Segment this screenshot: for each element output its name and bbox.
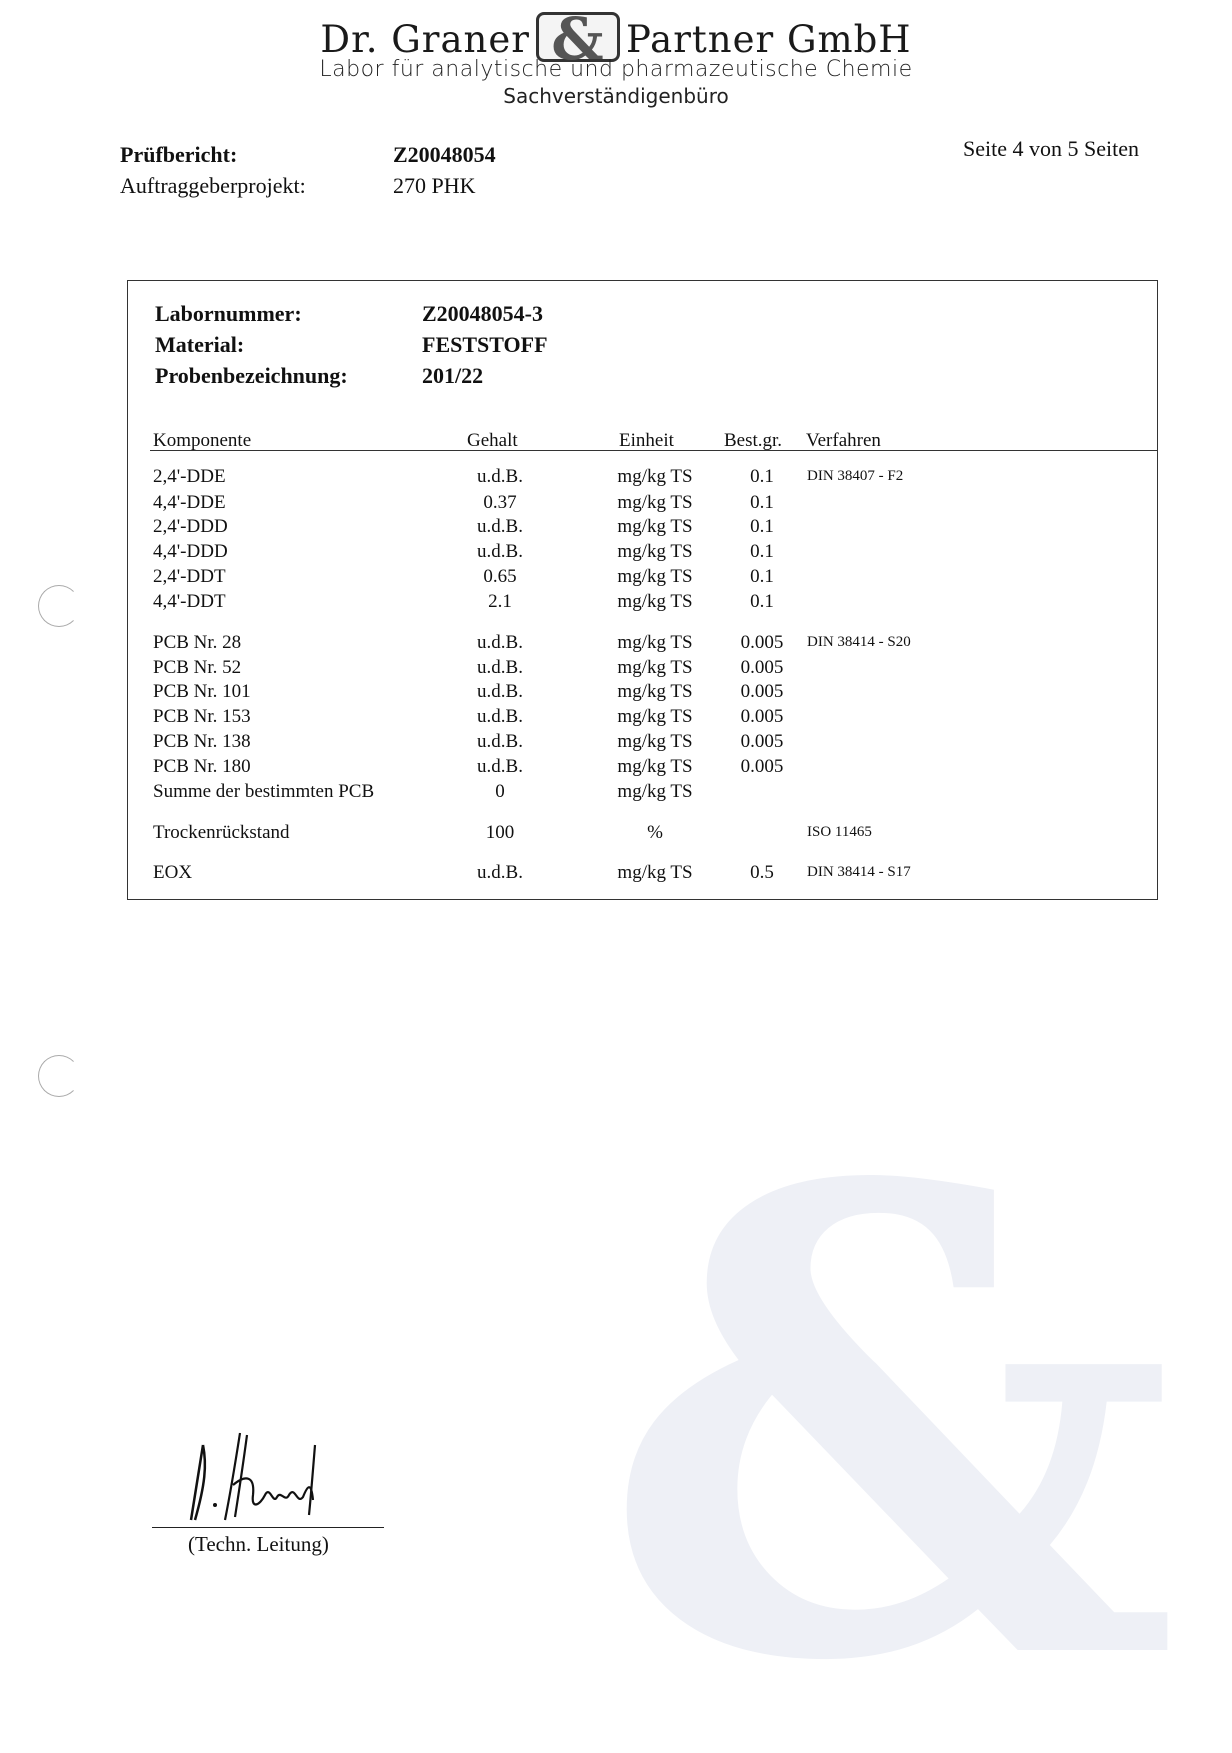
cell-component: 2,4'-DDT bbox=[153, 566, 226, 587]
cell-limit: 0.1 bbox=[750, 492, 774, 513]
project-number: 270 PHK bbox=[393, 173, 476, 198]
cell-component: Summe der bestimmten PCB bbox=[153, 781, 375, 802]
report-label: Prüfbericht: bbox=[120, 142, 238, 167]
col-header-limit: Best.gr. bbox=[724, 430, 783, 451]
cell-component: EOX bbox=[153, 862, 193, 883]
punch-hole-mark bbox=[38, 585, 80, 627]
cell-unit: mg/kg TS bbox=[617, 566, 693, 587]
cell-component: 4,4'-DDE bbox=[153, 492, 226, 513]
company-subtitle: Labor für analytische und pharmazeutische Chemie bbox=[319, 57, 913, 82]
cell-limit: 0.1 bbox=[750, 591, 774, 612]
cell-content: u.d.B. bbox=[477, 862, 523, 883]
lab-number-label: Labornummer: bbox=[155, 301, 302, 326]
cell-limit: 0.1 bbox=[750, 466, 774, 487]
table-row bbox=[0, 731, 1232, 755]
cell-content: 0 bbox=[495, 781, 505, 802]
cell-unit: mg/kg TS bbox=[617, 516, 693, 537]
designation-label: Probenbezeichnung: bbox=[155, 363, 348, 388]
cell-component: PCB Nr. 153 bbox=[153, 706, 251, 727]
cell-limit: 0.1 bbox=[750, 516, 774, 537]
table-row bbox=[0, 657, 1232, 681]
cell-component: 2,4'-DDE bbox=[153, 466, 226, 487]
cell-unit: mg/kg TS bbox=[617, 657, 693, 678]
cell-unit: mg/kg TS bbox=[617, 862, 693, 883]
material-label: Material: bbox=[155, 332, 245, 357]
material-value: FESTSTOFF bbox=[422, 332, 548, 357]
table-row bbox=[0, 681, 1232, 705]
cell-content: 100 bbox=[485, 822, 515, 843]
cell-limit: 0.005 bbox=[740, 632, 784, 653]
cell-limit: 0.1 bbox=[750, 566, 774, 587]
cell-unit: mg/kg TS bbox=[617, 756, 693, 777]
col-header-method: Verfahren bbox=[806, 430, 881, 451]
cell-content: u.d.B. bbox=[477, 731, 523, 752]
cell-component: 2,4'-DDD bbox=[153, 516, 228, 537]
cell-component: PCB Nr. 101 bbox=[153, 681, 251, 702]
table-row bbox=[0, 756, 1232, 780]
table-row bbox=[0, 706, 1232, 730]
cell-unit: mg/kg TS bbox=[617, 466, 693, 487]
cell-content: u.d.B. bbox=[477, 541, 523, 562]
signature-line bbox=[152, 1527, 384, 1528]
cell-limit: 0.5 bbox=[750, 862, 774, 883]
signature-image bbox=[185, 1425, 365, 1525]
cell-content: u.d.B. bbox=[477, 516, 523, 537]
cell-limit: 0.005 bbox=[740, 756, 784, 777]
company-subtitle-2: Sachverständigenbüro bbox=[503, 84, 729, 108]
designation-value: 201/22 bbox=[422, 363, 484, 388]
col-header-component: Komponente bbox=[153, 430, 252, 451]
cell-unit: mg/kg TS bbox=[617, 681, 693, 702]
project-label: Auftraggeberprojekt: bbox=[120, 173, 306, 198]
col-header-content: Gehalt bbox=[467, 430, 518, 451]
company-logo bbox=[536, 5, 620, 73]
cell-content: u.d.B. bbox=[477, 632, 523, 653]
cell-content: 2.1 bbox=[488, 591, 512, 612]
punch-hole-mark bbox=[38, 1055, 80, 1097]
lab-number: Z20048054-3 bbox=[422, 301, 543, 326]
company-name-right: Partner GmbH bbox=[625, 18, 912, 61]
cell-unit: mg/kg TS bbox=[617, 492, 693, 513]
cell-method: ISO 11465 bbox=[807, 824, 872, 840]
cell-unit: % bbox=[647, 822, 663, 843]
cell-content: u.d.B. bbox=[477, 466, 523, 487]
cell-component: PCB Nr. 52 bbox=[153, 657, 242, 678]
cell-component: 4,4'-DDD bbox=[153, 541, 228, 562]
company-name-left: Dr. Graner bbox=[320, 18, 530, 61]
cell-unit: mg/kg TS bbox=[617, 781, 693, 802]
cell-content: u.d.B. bbox=[477, 681, 523, 702]
cell-method: DIN 38407 - F2 bbox=[807, 468, 904, 484]
cell-method: DIN 38414 - S17 bbox=[807, 864, 911, 880]
table-row bbox=[0, 632, 1232, 656]
table-row bbox=[0, 591, 1232, 615]
cell-component: 4,4'-DDT bbox=[153, 591, 226, 612]
cell-limit: 0.005 bbox=[740, 706, 784, 727]
cell-unit: mg/kg TS bbox=[617, 541, 693, 562]
cell-limit: 0.005 bbox=[740, 657, 784, 678]
cell-content: 0.37 bbox=[483, 492, 517, 513]
cell-limit: 0.005 bbox=[740, 731, 784, 752]
signature-caption: (Techn. Leitung) bbox=[188, 1532, 329, 1556]
cell-unit: mg/kg TS bbox=[617, 632, 693, 653]
cell-unit: mg/kg TS bbox=[617, 706, 693, 727]
page-indicator: Seite 4 von 5 Seiten bbox=[963, 136, 1139, 161]
cell-component: Trockenrückstand bbox=[153, 822, 290, 843]
table-row bbox=[0, 566, 1232, 590]
col-header-unit: Einheit bbox=[619, 430, 674, 451]
watermark-glyph: & bbox=[601, 1049, 1179, 1753]
table-row bbox=[0, 862, 1232, 886]
cell-component: PCB Nr. 28 bbox=[153, 632, 242, 653]
cell-unit: mg/kg TS bbox=[617, 591, 693, 612]
cell-content: 0.65 bbox=[483, 566, 517, 587]
logo-ampersand: & bbox=[551, 5, 605, 73]
cell-limit: 0.1 bbox=[750, 541, 774, 562]
table-row bbox=[0, 492, 1232, 516]
cell-content: u.d.B. bbox=[477, 657, 523, 678]
table-row bbox=[0, 541, 1232, 565]
header-divider bbox=[150, 450, 1158, 451]
cell-content: u.d.B. bbox=[477, 706, 523, 727]
cell-method: DIN 38414 - S20 bbox=[807, 634, 911, 650]
cell-component: PCB Nr. 180 bbox=[153, 756, 251, 777]
cell-content: u.d.B. bbox=[477, 756, 523, 777]
table-row bbox=[0, 466, 1232, 490]
report-number: Z20048054 bbox=[393, 142, 496, 167]
cell-limit: 0.005 bbox=[740, 681, 784, 702]
cell-component: PCB Nr. 138 bbox=[153, 731, 251, 752]
table-row bbox=[0, 781, 1232, 805]
cell-unit: mg/kg TS bbox=[617, 731, 693, 752]
ampersand-watermark bbox=[601, 1049, 1179, 1753]
table-row bbox=[0, 516, 1232, 540]
table-row bbox=[0, 822, 1232, 846]
